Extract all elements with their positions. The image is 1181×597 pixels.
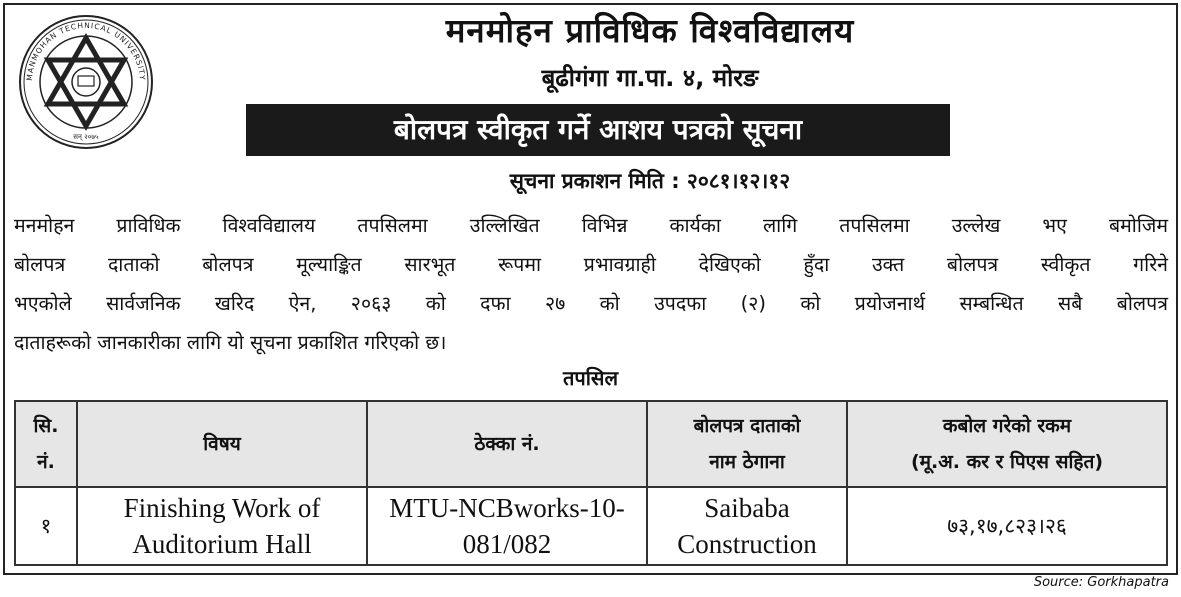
cell-subject-line1: Finishing Work of (123, 493, 321, 523)
col-bidder-line2: नाम ठेगाना (709, 451, 785, 473)
cell-contract-line1: MTU-NCBworks-10- (389, 493, 625, 523)
university-seal-icon (18, 14, 154, 150)
cell-bidder-line2: Construction (677, 529, 817, 559)
cell-contract-no (367, 487, 647, 565)
col-serial-line1: सि. (33, 415, 59, 437)
schedule-heading: तपसिल (562, 366, 619, 390)
notice-body (14, 206, 1168, 362)
col-contract-no: ठेक्का नं. (367, 401, 647, 487)
university-name: मनमोहन प्राविधिक विश्वविद्यालय (445, 11, 855, 50)
cell-bidder (647, 487, 847, 565)
col-amount-line2: (मू.अ. कर र पिएस सहित) (910, 451, 1104, 473)
col-bidder-line1: बोलपत्र दाताको (693, 415, 801, 437)
source-credit: Source: Gorkhapatra (1033, 575, 1169, 590)
notice-title: बोलपत्र स्वीकृत गर्ने आशय पत्रको सूचना (246, 104, 950, 156)
body-line-4: दाताहरूको जानकारीका लागि यो सूचना प्रकाशित गरिएको छ। (14, 331, 447, 354)
body-line-1: मनमोहन प्राविधिक विश्वविद्यालय तपसिलमा उल्लिखित विभिन्न कार्यका लागि तपसिलमा उल्लेख भए बमोजिम (14, 214, 1168, 237)
publication-date: सूचना प्रकाशन मिति : २०८१।१२।१२ (509, 169, 791, 193)
university-address: बूढीगंगा गा.पा. ४, मोरङ (541, 64, 759, 92)
cell-amount: ७३,१७,८२३।२६ (847, 487, 1167, 565)
cell-subject-line2: Auditorium Hall (132, 529, 312, 559)
cell-bidder-line1: Saibaba (704, 493, 790, 523)
cell-serial: १ (15, 487, 77, 565)
table-row (15, 487, 1167, 565)
svg-text:सन् २०७५: सन् २०७५ (73, 133, 99, 141)
col-amount-line1: कबोल गरेको रकम (942, 415, 1072, 437)
body-line-2: बोलपत्र दाताको बोलपत्र मूल्याङ्कित सारभूत रूपमा प्रभावग्राही देखिएको हुँदा उक्त बोलपत्र स्वीकृत गरिने (14, 253, 1168, 276)
schedule-table (14, 400, 1168, 566)
body-line-3: भएकोले सार्वजनिक खरिद ऐन, २०६३ को दफा २७ को उपदफा (२) को प्रयोजनार्थ सम्बन्धित सबै बोलपत्र (14, 292, 1168, 315)
col-amount (847, 401, 1167, 487)
col-bidder (647, 401, 847, 487)
col-serial-line2: नं. (37, 451, 55, 473)
table-header-row (15, 401, 1167, 487)
col-serial (15, 401, 77, 487)
col-subject: विषय (77, 401, 367, 487)
cell-contract-line2: 081/082 (462, 529, 552, 559)
svg-text:MANMOHAN TECHNICAL UNIVERSITY: MANMOHAN TECHNICAL UNIVERSITY (24, 20, 148, 82)
cell-subject (77, 487, 367, 565)
